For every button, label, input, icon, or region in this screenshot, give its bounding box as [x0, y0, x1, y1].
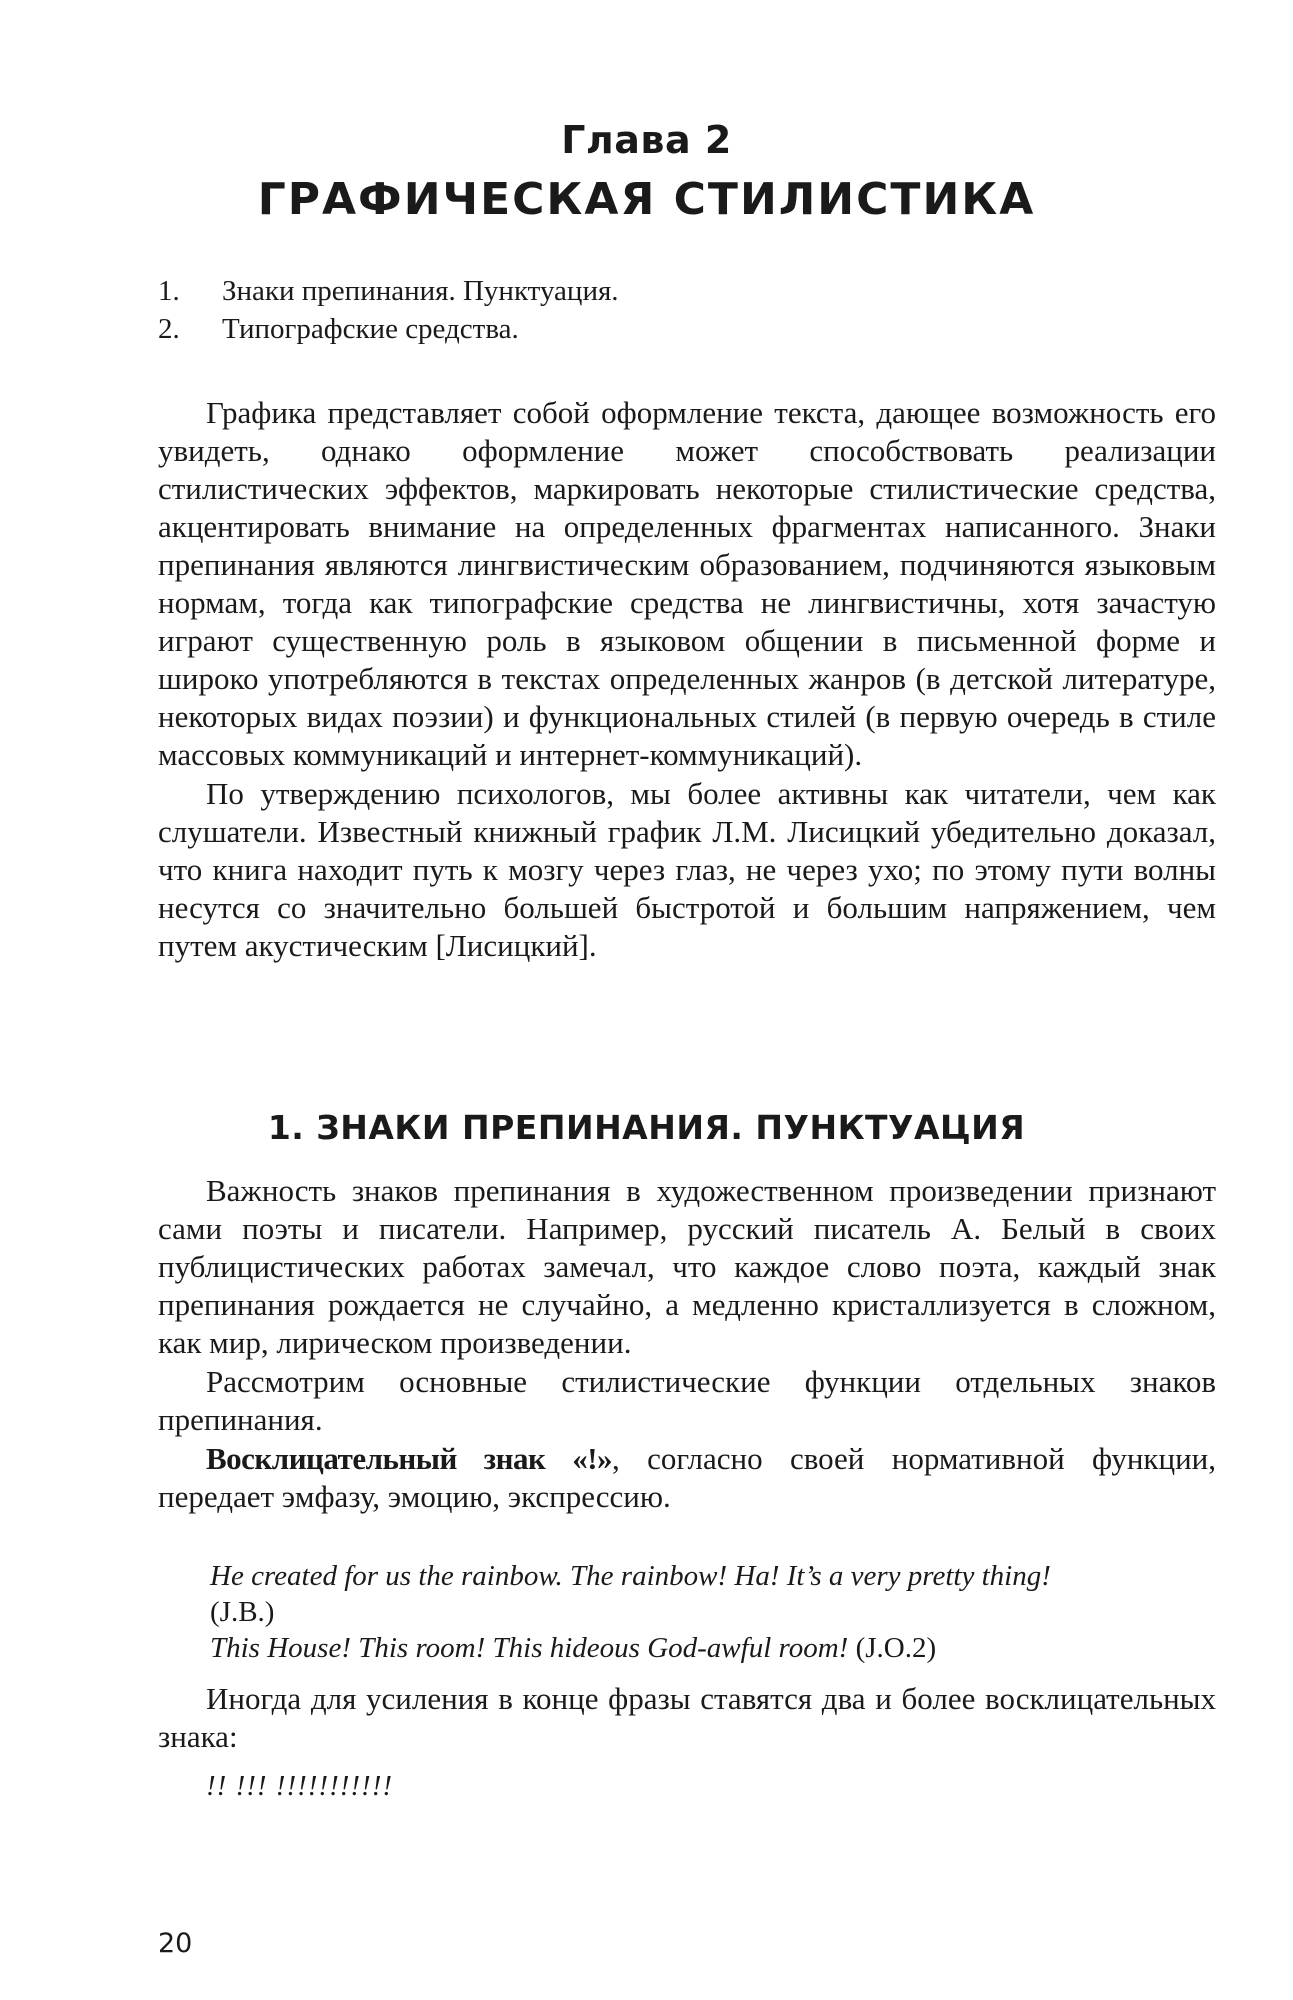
note-text	[158, 1680, 1216, 1756]
paragraph: Иногда для усиления в конце фразы ставятся два и более восклицательных знака:	[158, 1681, 1216, 1754]
examples-block	[210, 1558, 1210, 1666]
page-number: 20	[158, 1928, 193, 1959]
contents-item-text: Типографские средства.	[222, 313, 519, 345]
chapter-label: Глава 2	[561, 118, 732, 162]
section-text	[158, 1172, 1216, 1516]
chapter-title: ГРАФИЧЕСКАЯ СТИЛИСТИКА	[257, 174, 1036, 225]
contents-item	[158, 310, 619, 348]
example-source: (J.O.2)	[855, 1632, 937, 1664]
example-source: (J.B.)	[210, 1596, 275, 1628]
term-definition: , согласно своей нормативной функции, передает эмфазу, эмоцию, экспрессию.	[158, 1441, 1217, 1514]
paragraph: Графика представляет собой оформление текста, дающее возможность его увидеть, однако оформление может способствовать реализации стилистических эффектов, маркировать некоторые стилистические средства, акцентировать внимание на определенных фрагментах написанного. Знаки препинания являются лингвистическим образованием, подчиняются языковым нормам, тогда как типографские средства не лингвистичны, хотя зачастую играют существенную роль в языковом общении в письменной форме и широко употребляются в текстах определенных жанров (в детской литературе, некоторых видах поэзии) и функциональных стилей (в первую очередь в стиле массовых коммуникаций и интернет-коммуникаций).	[158, 395, 1216, 772]
intro-text	[158, 394, 1216, 965]
example-line	[210, 1630, 1210, 1666]
example-quote: He created for us the rainbow. The rainbow! Ha! It’s a very pretty thing!	[210, 1560, 1051, 1592]
paragraph: Важность знаков препинания в художественном произведении признают сами поэты и писатели. Например, русский писатель А. Белый в своих публицистических работах замечал, что каждое слово поэта, каждый знак препинания рождается не случайно, а медленно кристаллизуется в сложном, как мир, лирическом произведении.	[158, 1173, 1216, 1360]
term-bold: Восклицательный знак «!»	[206, 1441, 613, 1476]
paragraph	[158, 1440, 1216, 1516]
example-line	[210, 1558, 1210, 1630]
contents-item-number: 2.	[158, 313, 180, 345]
contents-item-number: 1.	[158, 275, 180, 307]
paragraph: Рассмотрим основные стилистические функции отдельных знаков препинания.	[158, 1364, 1216, 1437]
paragraph: По утверждению психологов, мы более активны как читатели, чем как слушатели. Известный книжный график Л.М. Лисицкий убедительно доказал, что книга находит путь к мозгу через глаз, не через ухо; по этому пути волны несутся со значительно большей быстротой и большим напряжением, чем путем акустическим [Лисицкий].	[158, 776, 1216, 963]
contents-item	[158, 272, 619, 310]
section-heading: 1. ЗНАКИ ПРЕПИНАНИЯ. ПУНКТУАЦИЯ	[267, 1108, 1026, 1147]
example-quote: This House! This room! This hideous God-awful room!	[210, 1632, 849, 1664]
chapter-contents	[158, 272, 619, 348]
exclamation-marks-example: !! !!! !!!!!!!!!!!	[206, 1770, 394, 1802]
contents-item-text: Знаки препинания. Пунктуация.	[222, 275, 619, 307]
